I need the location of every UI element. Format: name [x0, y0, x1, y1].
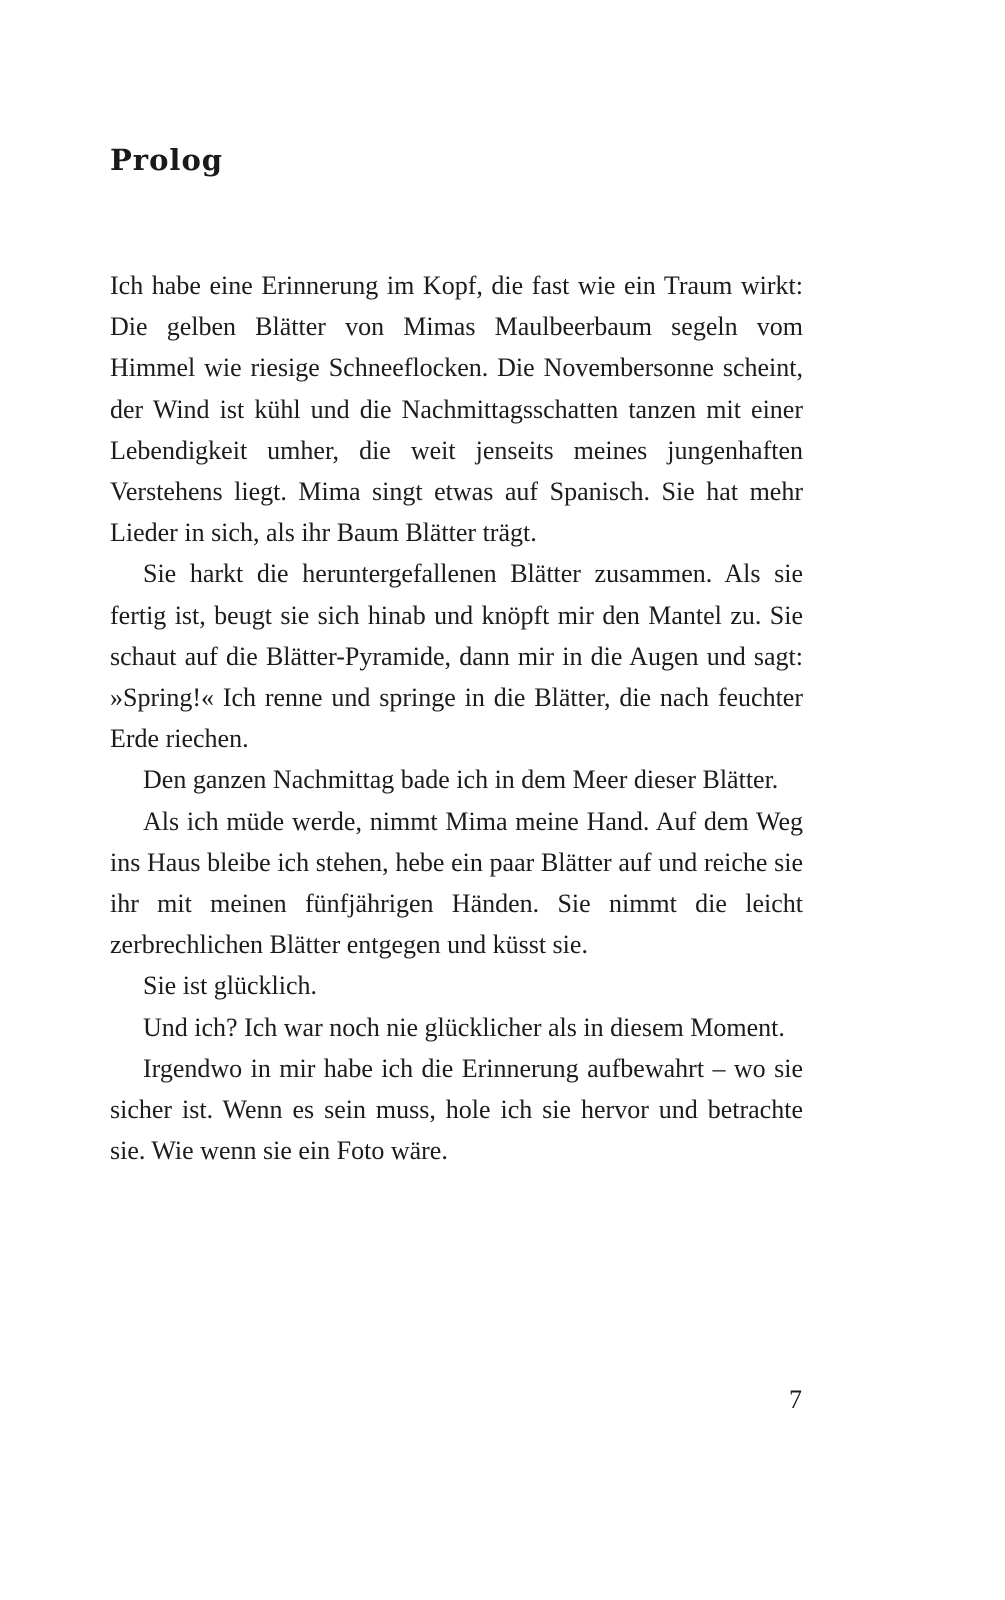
paragraph-4: Als ich müde werde, nimmt Mima meine Hand. Auf dem Weg ins Haus bleibe ich stehen, hebe ein paar Blätter auf und reiche sie ihr mit meinen fünfjährigen Händen. Sie nimmt die leicht zerbrechlichen Blätter entgegen und küsst sie. — [110, 806, 803, 960]
paragraph-5: Sie ist glücklich. — [143, 971, 318, 1001]
paragraph-6: Und ich? Ich war noch nie glücklicher als in diesem Moment. — [143, 1012, 785, 1042]
paragraph-2: Sie harkt die heruntergefallenen Blätter zusammen. Als sie fertig ist, beugt sie sich hinab und knöpft mir den Mantel zu. Sie schaut auf die Blätter-Pyramide, dann mir in die Augen und sagt: »Spring!« Ich renne und springe in die Blätter, die nach feuchter Erde riechen. — [110, 559, 803, 754]
chapter-title: Prolog — [110, 143, 224, 177]
chapter-body — [110, 265, 803, 1171]
paragraph-1: Ich habe eine Erinnerung im Kopf, die fast wie ein Traum wirkt: Die gelben Blätter von Mimas Maulbeerbaum segeln vom Himmel wie riesige Schneeflocken. Die Novembersonne scheint, der Wind ist kühl und die Nachmittagsschatten tanzen mit einer Lebendigkeit umher, die weit jenseits meines jungenhaften Verstehens liegt. Mima singt etwas auf Spanisch. Sie hat mehr Lieder in sich, als ihr Baum Blätter trägt. — [110, 271, 803, 548]
page-number: 7 — [789, 1385, 802, 1414]
paragraph-3: Den ganzen Nachmittag bade ich in dem Meer dieser Blätter. — [143, 765, 779, 795]
paragraph-7: Irgendwo in mir habe ich die Erinnerung aufbewahrt – wo sie sicher ist. Wenn es sein muss, hole ich sie hervor und betrachte sie. Wie wenn sie ein Foto wäre. — [110, 1053, 803, 1166]
